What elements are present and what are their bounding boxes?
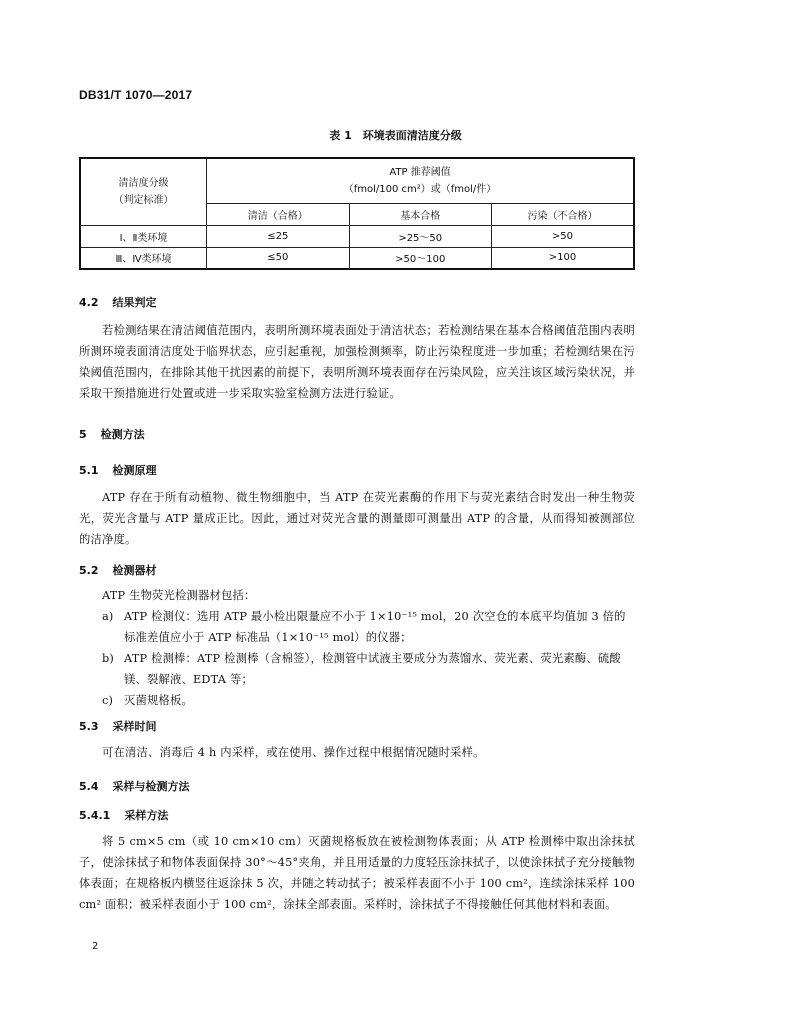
row-clean-value: ≤50 [207,247,349,269]
paragraph-result-judgement: 若检测结果在清洁阈值范围内，表明所测环境表面处于清洁状态；若检测结果在基本合格阈值范围内表明所测环境表面清洁度处于临界状态，应引起重视，加强检测频率，防止污染程度进一步加重；若检测结果在污染阈值范围内，在排除其他干扰因素的前提下，表明所测环境表面存在污染风险，应关注该区域污染状况，并采取干预措施进行处置或进一步采取实验室检测方法进行验证。 [79,324,635,400]
grade-header-line2: （判定标准） [113,194,174,206]
section-number: 5.2 [79,564,99,577]
section-heading-5-3 [79,718,157,734]
atp-header-line2: （fmol/100 cm²）或（fmol/件） [343,183,497,195]
equipment-intro: ATP 生物荧光检测器材包括： [102,589,256,602]
section-heading-5-4-1 [79,807,168,823]
row-label: Ⅲ、Ⅳ类环境 [80,247,207,269]
list-item [79,648,635,690]
row-polluted-value: >100 [491,247,634,269]
list-item [79,690,635,711]
section-title: 检测方法 [100,428,145,441]
page-number: 2 [92,941,99,952]
table-row [80,225,634,247]
section-heading-4-2 [79,294,157,310]
section-title: 结果判定 [112,296,157,309]
section-title: 采样时间 [112,720,157,733]
list-marker: a) [102,610,114,623]
grade-header-line1: 清洁度分级 [118,177,169,189]
section-number: 5.4.1 [79,809,111,822]
equipment-list [79,606,635,711]
section-title: 检测原理 [112,464,157,477]
grade-column-header [80,158,207,225]
section-heading-5-1 [79,462,157,478]
section-heading-5-2 [79,562,157,578]
list-item-text: ATP 检测棒：ATP 检测棒（含棉签），检测管中试液主要成分为蒸馏水、荧光素、荧光素酶、硫酸镁、裂解液、EDTA 等； [124,652,621,686]
row-label: Ⅰ、Ⅱ类环境 [80,225,207,247]
section-number: 5.4 [79,780,99,793]
section-heading-5-4 [79,778,190,794]
paragraph-detection-principle: ATP 存在于所有动植物、微生物细胞中，当 ATP 在荧光素酶的作用下与荧光素结合时发出一种生物荧光，荧光含量与 ATP 量成正比。因此，通过对荧光含量的测量即可测量出 ATP 的含量，从而得知被测部位的洁净度。 [79,491,635,546]
subheader-polluted: 污染（不合格） [491,203,634,225]
list-marker: c) [102,694,114,707]
table-caption: 表 1 环境表面清洁度分级 [329,129,462,142]
cleanliness-grading-table [79,157,635,270]
row-polluted-value: >50 [491,225,634,247]
section-number: 5 [79,428,87,441]
atp-header-line1: ATP 推荐阈值 [389,166,451,178]
paragraph-sampling-time: 可在清洁、消毒后 4 h 内采样，或在使用、操作过程中根据情况随时采样。 [102,746,485,759]
atp-threshold-header [207,158,634,203]
list-item [79,606,635,648]
paragraph-sampling-method: 将 5 cm×5 cm（或 10 cm×10 cm）灭菌规格板放在被检测物体表面；从 ATP 检测棒中取出涂抹拭子，使涂抹拭子和物体表面保持 30°～45°夹角，并且用适量的力度轻压涂抹拭子，以使涂抹拭子充分接触物体表面；在规格板内横竖往返涂抹 5 次，并随之转动拭子；被采样表面不小于 100 cm²，连续涂抹采样 100 cm² 面积；被采样表面小于 100 cm²，涂抹全部表面。采样时，涂抹拭子不得接触任何其他材料和表面。 [79,835,635,911]
row-basic-value: >50～100 [349,247,491,269]
section-title: 采样方法 [124,809,169,822]
subheader-clean: 清洁（合格） [207,203,349,225]
list-item-text: ATP 检测仪：选用 ATP 最小检出限量应不小于 1×10⁻¹⁵ mol，20 次空仓的本底平均值加 3 倍的标准差值应小于 ATP 标准品（1×10⁻¹⁵ mol）的仪器； [124,610,626,644]
section-number: 5.3 [79,720,99,733]
section-number: 4.2 [79,296,99,309]
section-number: 5.1 [79,464,99,477]
row-basic-value: >25～50 [349,225,491,247]
row-clean-value: ≤25 [207,225,349,247]
section-heading-5 [79,426,145,442]
section-title: 检测器材 [112,564,157,577]
standard-code: DB31/T 1070—2017 [79,88,193,102]
section-title: 采样与检测方法 [112,780,190,793]
list-item-text: 灭菌规格板。 [124,694,193,707]
table-row [80,247,634,269]
list-marker: b) [102,652,115,665]
subheader-basic: 基本合格 [349,203,491,225]
